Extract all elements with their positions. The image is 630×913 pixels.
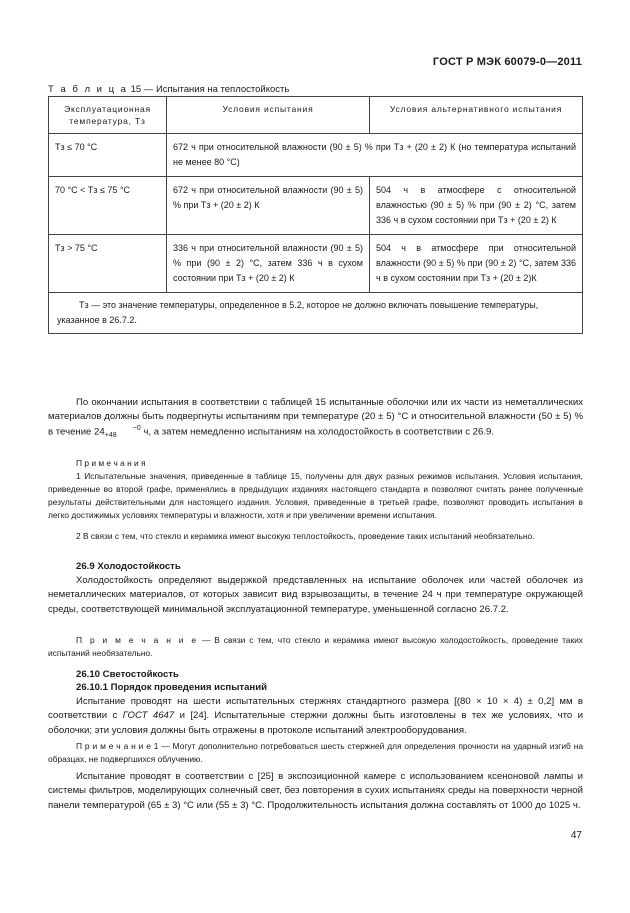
duration-tolerance: [105, 425, 141, 439]
section-26-10-1-text-b: и [24]. Испытательные стержни должны быть изготовлены в тех же условиях, что и оболочки; эти условия должны быть отражены в протоколе испытаний электрооборудования.: [48, 710, 583, 736]
section-26-10-1-title: 26.10.1 Порядок проведения испытаний: [76, 682, 268, 693]
section-26-9-text: Холодостойкость определяют выдержкой представленных на испытание оболочек или частей оболочек из неметаллических материалов, от которых зависит вид взрывозащиты, в течение 24 ч при температуре окружающей среды, соответствующей минимальной эксплуатационной температуре, уменьшенной согласно 26.7.2.: [48, 575, 583, 615]
section-26-10-title: 26.10 Светостойкость: [76, 669, 179, 680]
tolerance-lower: +48: [104, 431, 117, 439]
document-id: ГОСТ Р МЭК 60079-0—2011: [432, 56, 582, 68]
cell-conditions: 672 ч при относительной влажности (90 ± 5) % при Tз + (20 ± 2) К (но температура испытаний не менее 80 °С): [167, 134, 583, 177]
notes-title: [48, 457, 583, 470]
paragraph-after-test-text: По окончании испытания в соответствии с таблицей 15 испытанные оболочки или их части из неметаллических материалов должны быть подвергнуты испытаниям при температуре (20 ± 5) °С и относительной влажности (50 ± 5) % в течение 24: [48, 397, 583, 438]
notes-title-text: П р и м е ч а н и я: [76, 458, 146, 468]
note-1: 1 Испытательные значения, приведенные в таблице 15, получены для двух разных режимов испытания. Условия испытания, приведенные во второй графе, применялись в предыдущих изданиях настоящего стандарта и позволяют считать ранее полученные результаты действительными для настоящего издания. Условия, приведенные в третьей графе, позволяют проводить испытания в легко достижимых условиях температуры и влажности, хотя и при увеличении времени испытания.: [48, 471, 583, 520]
paragraph-after-test-text-end: ч, а затем немедленно испытаниям на холодостойкость в соответствии с 26.9.: [140, 426, 495, 438]
cell-temperature: Tз > 75 °С: [49, 235, 167, 293]
paragraph-after-test: [48, 396, 583, 439]
table-note: Tз — это значение температуры, определенное в 5.2, которое не должно включать повышение температуры, указанное в 26.7.2.: [49, 293, 583, 334]
note-label: П р и м е ч а н и е: [76, 635, 199, 645]
note-text: — В связи с тем, что стекло и керамика имеют высокую холодостойкость, проведение таких испытаний необязательно.: [48, 635, 583, 658]
header-alt-test-conditions: Условия альтернативного испытания: [370, 97, 583, 134]
note-2: 2 В связи с тем, что стекло и керамика имеют высокую теплостойкость, проведение таких испытаний необязательно.: [76, 531, 535, 541]
section-26-10-1-text-2: Испытание проводят в соответствии с [25] в экспозиционной камере с использованием ксеноновой лампы и системы фильтров, моделирующих солнечный свет, без повторения в сухих испытаниях среды на поверхности черной панели температурой (65 ± 3) °С или (55 ± 3) °С. Продолжительность испытания должна составлять от 1000 до 1025 ч.: [48, 771, 583, 811]
gost-reference: ГОСТ 4647: [122, 710, 175, 722]
cell-conditions: 672 ч при относительной влажности (90 ± 5) % при Tз + (20 ± 2) К: [167, 177, 370, 235]
section-26-10-1-note: [48, 740, 583, 766]
table-row: [49, 235, 583, 293]
cell-alt-conditions: 504 ч в атмосфере с относительной влажностью (90 ± 5) % при (90 ± 2) °С, затем 336 ч в сухом состоянии при Tз + (20 ± 2) К: [370, 177, 583, 235]
section-26-9-note: [48, 634, 583, 660]
table-row: [49, 177, 583, 235]
header-operating-temperature: Эксплуатационная температура, Tз: [49, 97, 167, 134]
cell-temperature: Tз ≤ 70 °С: [49, 134, 167, 177]
cell-conditions: 336 ч при относительной влажности (90 ± 5) % при (90 ± 2) °С, затем 336 ч в сухом состоянии при Tз + (20 ± 2) К: [167, 235, 370, 293]
heat-resistance-table: [48, 96, 583, 334]
note-label: П р и м е ч а н и е 1: [76, 741, 159, 751]
cell-alt-conditions: 504 ч в атмосфере при относительной влажности (90 ± 5) % при (90 ± 2) °С, затем 336 ч в сухом состоянии при Tз + (20 ± 2)К: [370, 235, 583, 293]
header-test-conditions: Условия испытания: [167, 97, 370, 134]
table-caption-title: 15 — Испытания на теплостойкость: [127, 84, 290, 95]
table-caption: [48, 84, 289, 95]
page-number: 47: [570, 830, 582, 841]
table-row: [49, 134, 583, 177]
tolerance-upper: −0: [132, 424, 141, 432]
section-26-10-1-text-a: Испытание проводят на шести испытательных стержнях стандартного размера [(80 × 10 × 4) ± 0,2] мм в соответствии с: [48, 696, 583, 722]
table-note-row: [49, 293, 583, 334]
table-caption-prefix: Т а б л и ц а: [48, 84, 128, 95]
section-26-10-1-text: [48, 695, 583, 738]
section-26-9-title: 26.9 Холодостойкость: [76, 561, 181, 572]
table-header-row: [49, 97, 583, 134]
cell-temperature: 70 °С < Tз ≤ 75 °С: [49, 177, 167, 235]
note-text: — Могут дополнительно потребоваться шесть стержней для определения прочности на ударный изгиб на образцах, не подвергшихся облучению.: [48, 741, 583, 764]
